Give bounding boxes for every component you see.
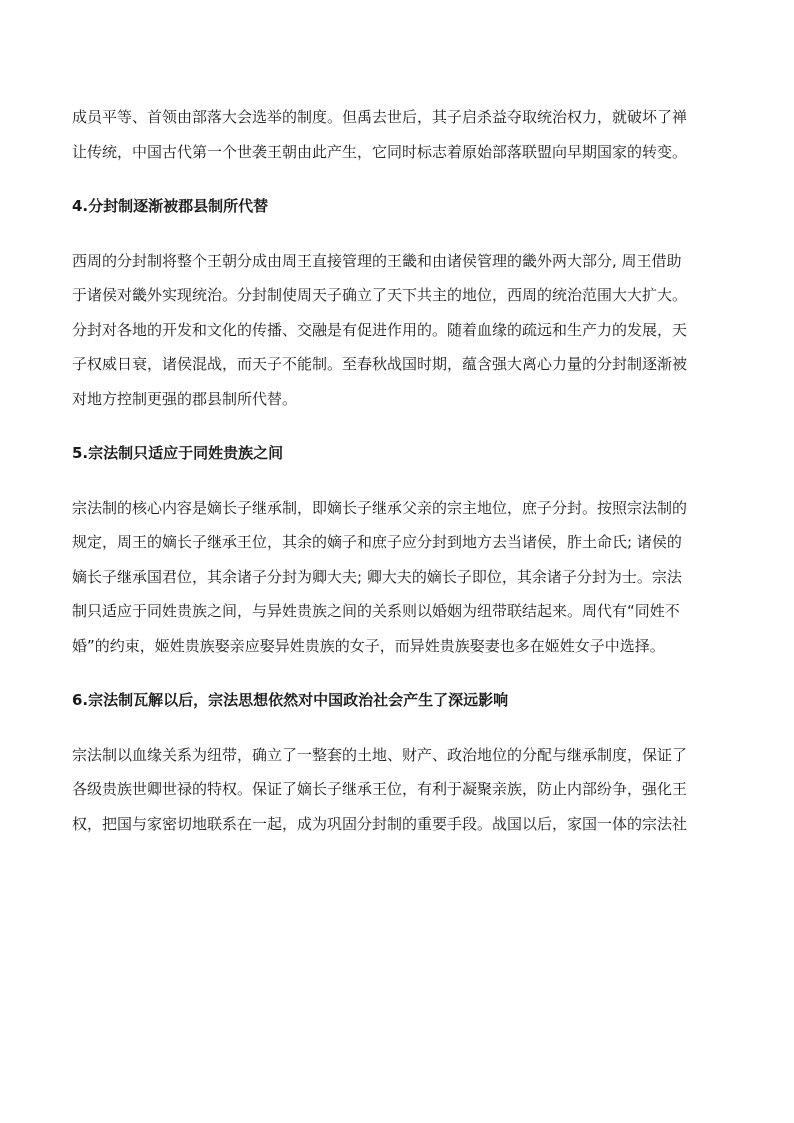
section-4-paragraph [72, 244, 732, 417]
section-6-heading: 6.宗法制瓦解以后，宗法思想依然对中国政治社会产生了深远影响 [72, 691, 509, 709]
paragraph-line: 各级贵族世卿世禄的特权。保证了嫡长子继承王位，有利于凝聚亲族，防止内部纷争，强化王 [72, 780, 688, 798]
section-4-heading: 4.分封制逐渐被郡县制所代替 [72, 197, 269, 215]
paragraph-line: 西周的分封制将整个王朝分成由周王直接管理的王畿和由诸侯管理的畿外两大部分, 周王借助 [72, 251, 682, 270]
paragraph-line: 成员平等、首领由部落大会选举的制度。但禹去世后，其子启杀益夺取统治权力，就破坏了禅 [72, 108, 688, 126]
intro-paragraph [72, 100, 732, 169]
paragraph-line: 宗法制的核心内容是嫡长子继承制，即嫡长子继承父亲的宗主地位，庶子分封。按照宗法制的 [72, 498, 688, 517]
document-page [72, 100, 732, 841]
paragraph-line: 制只适应于同姓贵族之间，与异姓贵族之间的关系则以婚姻为纽带联结起来。周代有“同姓不 [72, 602, 680, 620]
section-5-paragraph [72, 491, 732, 664]
section-6-paragraph [72, 738, 732, 842]
paragraph-line: 规定，周王的嫡长子继承王位，其余的嫡子和庶子应分封到地方去当诸侯，胙土命氏; 诸侯的 [72, 533, 682, 551]
paragraph-line: 宗法制以血缘关系为纽带，确立了一整套的土地、财产、政治地位的分配与继承制度，保证了 [72, 745, 688, 764]
paragraph-line: 婚”的约束，姬姓贵族娶亲应娶异姓贵族的女子，而异姓贵族娶妻也多在姬姓女子中选择。 [72, 636, 665, 655]
paragraph-line: 嫡长子继承国君位，其余诸子分封为卿大夫; 卿大夫的嫡长子即位，其余诸子分封为士。宗法 [72, 567, 682, 586]
paragraph-line: 于诸侯对畿外实现统治。分封制使周天子确立了天下共主的地位，西周的统治范围大大扩大。 [72, 286, 688, 304]
paragraph-line: 对地方控制更强的郡县制所代替。 [72, 389, 298, 408]
paragraph-line: 子权威日衰，诸侯混战，而天子不能制。至春秋战国时期，蕴含强大离心力量的分封制逐渐被 [72, 355, 688, 373]
paragraph-line: 分封对各地的开发和文化的传播、交融是有促进作用的。随着血缘的疏远和生产力的发展，天 [72, 320, 688, 339]
paragraph-line: 让传统，中国古代第一个世袭王朝由此产生，它同时标志着原始部落联盟向早期国家的转变。 [72, 142, 688, 161]
paragraph-line: 权，把国与家密切地联系在一起，成为巩固分封制的重要手段。战国以后，家国一体的宗法社 [72, 814, 688, 833]
section-5-heading: 5.宗法制只适应于同姓贵族之间 [72, 444, 284, 462]
